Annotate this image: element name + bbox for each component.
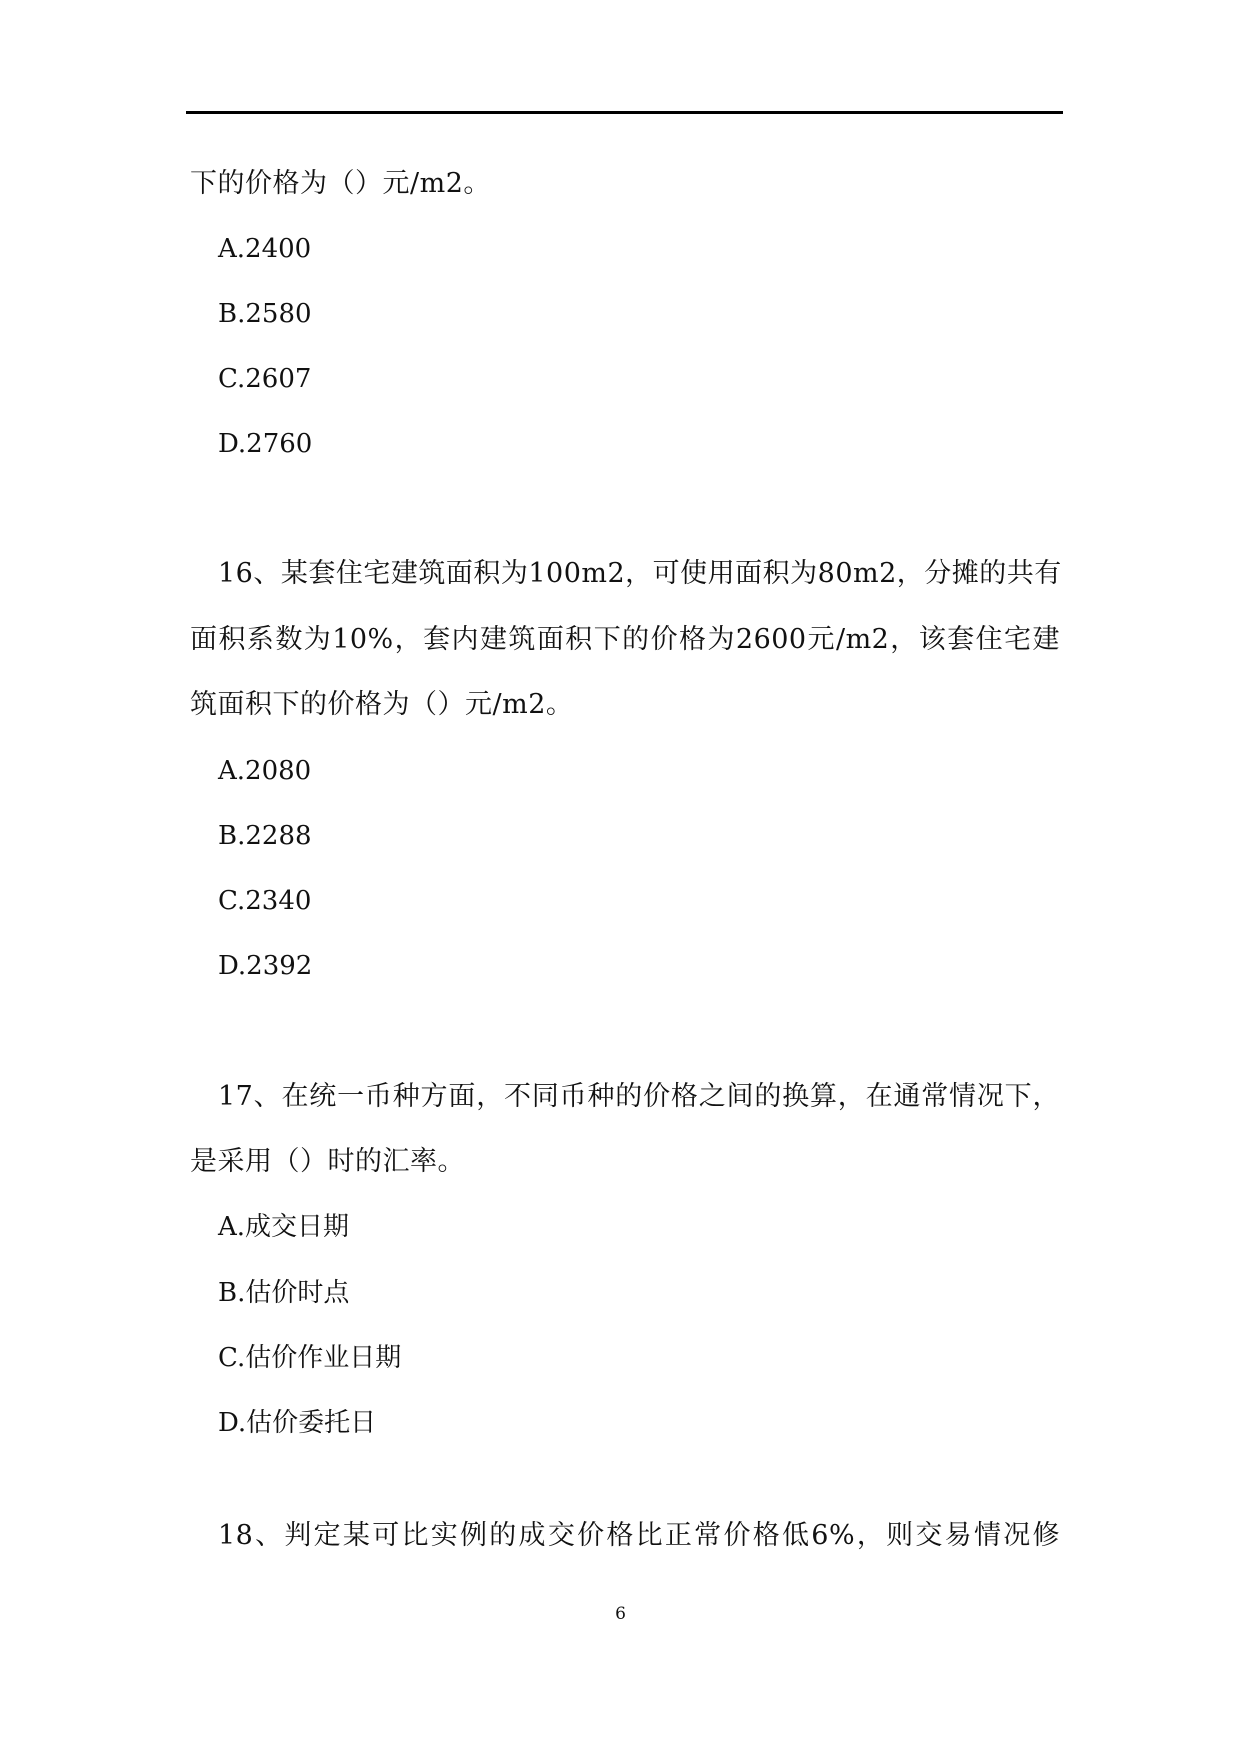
q15-option-a: A.2400 [218,234,312,264]
q16-option-b: B.2288 [218,821,312,851]
q16-question-line-2: 面积系数为10%，套内建筑面积下的价格为2600元/m2，该套住宅建 [190,624,1060,655]
q17-question-line-2: 是采用（）时的汇率。 [190,1146,465,1177]
header-rule [186,111,1063,114]
q16-option-a: A.2080 [218,756,312,786]
page-number: 6 [615,1604,626,1624]
q15-question-tail: 下的价格为（）元/m2。 [190,168,491,199]
q18-question-line-1: 18、判定某可比实例的成交价格比正常价格低6%，则交易情况修 [218,1520,1060,1551]
q16-question-line-3: 筑面积下的价格为（）元/m2。 [190,689,574,720]
q15-option-d: D.2760 [218,429,313,459]
q17-option-b: B.估价时点 [218,1278,350,1308]
q17-option-d: D.估价委托日 [218,1408,377,1438]
q15-option-c: C.2607 [218,364,312,394]
q16-question-line-1: 16、某套住宅建筑面积为100m2，可使用面积为80m2，分摊的共有 [218,558,1062,589]
q15-option-b: B.2580 [218,299,312,329]
q17-option-a: A.成交日期 [218,1212,350,1242]
q17-option-c: C.估价作业日期 [218,1343,402,1373]
q16-option-d: D.2392 [218,951,313,981]
q17-question-line-1: 17、在统一币种方面，不同币种的价格之间的换算，在通常情况下， [218,1081,1060,1112]
q16-option-c: C.2340 [218,886,312,916]
